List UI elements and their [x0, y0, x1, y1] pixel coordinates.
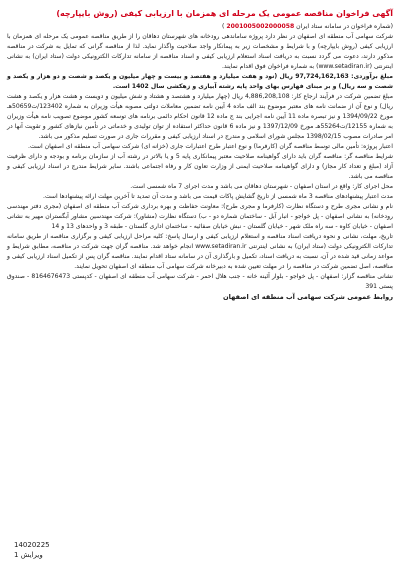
documents-paragraph: تاریخ، مهلت، نشانی و نحوه دریافت اسناد مناقصه و استعلام ارزیابی کیفی و ارسال پاسخ: کلیه مراحل ارزیابی کیفی و برگزاری مناقصه از طریق سامانه تدارکات الکترونیکی دولت (ستاد ایران) به نشانی اینترنتی www.setadiran.ir انجام خواهد شد. مناقصه گران جهت شرکت در مناقصه، مطابق شرایط و مواعد زمانی قید شده در آن، نسبت به دریافت اسناد، تکمیل و بارگذاری آن در سامانه ستاد اقدام نمایند. مناقصه گران پس از تکمیل اسناد ارزیابی کیفی و مناقصه، اصل تضمین شرکت در مناقصه را در مهلت تعیین شده به دبیرخانه شرکت سهامی آب منطقه ای اصفهان تحویل نمایند. [7, 233, 394, 270]
guarantee-paragraph: مبلغ تضمین شرکت در فرآیند ارجاع کار: 4,886,208,108 ریال (چهار میلیارد و هشتصد و هشتاد و شش میلیون و دویست و هشت هزار و یکصد و هشت ریال) و نوع آن از ضمانت نامه های معتبر موضوع بند الف ماده 4 آیین نامه تضمین معاملات دولتی مصوبه هیأت وزیران به شماره 123402/ت50659هـ مورخ 1394/09/22 و نیز تبصره ماده 11 آیین نامه اجرایی بند ج ماده 12 قانون احکام دائمی برنامه های توسعه کشور موضوع تصویب نامه هیأت وزیران به شماره 12155/ت55264هـ مورخ 1397/12/09 و نیز ماده 6 قانون حداکثر استفاده از توان تولیدی و خدماتی در تأمین نیازهای کشور و تقویت آنها در امر صادرات مصوب 1398/02/15 مجلس شورای اسلامی و مندرج در اسناد ارزیابی کیفی و مقررات جاری در صورت تسلیم مذکور می باشد. [7, 93, 393, 140]
eligibility-paragraph: شرایط مناقصه گر: مناقصه گران باید دارای گواهینامه صلاحیت معتبر پیمانکاری پایه 5 و یا بالاتر در رشته آب از سازمان برنامه و بودجه و دارای ظرفیت آزاد (مبلغ و تعداد کار مجاز) و دارای گواهینامه صلاحیت ایمنی از وزارت تعاون کار و رفاه اجتماعی باشند. سایر شرایط مندرج در اسناد ارزیابی کیفی و مناقصه می باشد. [7, 153, 393, 180]
footer-edition: ویرایش 1 [14, 551, 43, 559]
footer [14, 540, 50, 560]
address-paragraph: نشانی مناقصه گزار: اصفهان - پل خواجو - بلوار آئینه خانه - جنب هلال احمر - شرکت سهامی آب منطقه ای اصفهان - کدپستی 8164676473 - صندوق پستی 391 [7, 273, 393, 290]
tender-number-line: (شماره فراخوان در سامانه ستاد ایران 2001005002000058 ) [222, 23, 393, 30]
tender-number-label: (شماره فراخوان در سامانه ستاد ایران [296, 23, 393, 30]
closing-signature: روابط عمومی شرکت سهامی آب منطقه ای اصفهان [222, 293, 393, 301]
notice-title: آگهی فراخوان مناقصه عمومی یک مرحله ای همزمان با ارزیابی کیفی (روش بایپارچه) [56, 9, 393, 18]
notice-body [7, 22, 393, 302]
tender-number: 2001005002000058 [226, 23, 295, 30]
footer-id: 14020225 [14, 541, 50, 549]
credit-paragraph: اعتبار پروژه: تأمین مالی توسط مناقصه گران (کارفرما) و نوع اعتبار طرح اعتبارات جاری (خزانه ای) شرکت سهامی آب منطقه ای اصفهان است. [28, 143, 393, 150]
employer-paragraph: نام و نشانی مجری طرح و دستگاه نظارت (کارفرما و مجری طرح): معاونت حفاظت و بهره برداری شرکت آب منطقه ای اصفهان (مجری دفتر مهندسی رودخانه) به نشانی اصفهان - پل خواجو - انبار آبل - ساختمان شماره دو - ب) دستگاه نظارت (مشاور): شرکت مهندسین مشاور آبگستران مهیر به نشانی اصفهان - خیابان کاوه - سه راه ملک شهر - خیابان گلستان - نبش خیابان صفائیه - ساختمان اداری گلستان - طبقه 3 و واحدهای 13 و 14 [7, 203, 393, 230]
validity-paragraph: مدت اعتبار پیشنهادهای مناقصه 3 ماه شمسی از تاریخ گشایش پاکات قیمت می باشد و مدت آن تمدید تا آخرین مهلت ارائه پیشنهادها است. [43, 193, 393, 200]
estimated-amount: مبلغ برآوردی: 97,724,162,163 ریال (نود و هفت میلیارد و هفتصد و بیست و چهار میلیون و یکصد و شصت و دو هزار و یکصد و شصت و سه ریال) و بر مبنای فهارس بهای واحد پایه رشته آبیاری و زهکشی سال 1402 است. [7, 73, 393, 90]
intro-paragraph: شرکت سهامی آب منطقه ای اصفهان در نظر دارد پروژه ساماندهی رودخانه های شهرستان دهاقان را از طریق مناقصه عمومی یک مرحله ای همزمان با ارزیابی کیفی (روش بایپارچه) و با شرایط و مشخصات زیر به پیمانکار واجد صلاحیت واگذار نماید. لذا از مناقصه گرانی که تمایل به شرکت در مناقصه مذکور دارند، دعوت می گردد نسبت به دریافت اسناد استعلام ارزیابی کیفی و اسناد مناقصه از سامانه تدارکات الکترونیکی دولت (ستاد ایران) به نشانی اینترنتی (www.setadiran.ir) به شماره فراخوان فوق اقدام نمایند. [7, 33, 393, 70]
location-paragraph: محل اجرای کار: واقع در استان اصفهان - شهرستان دهاقان می باشد و مدت اجرای 7 ماه شمسی است. [130, 183, 393, 190]
